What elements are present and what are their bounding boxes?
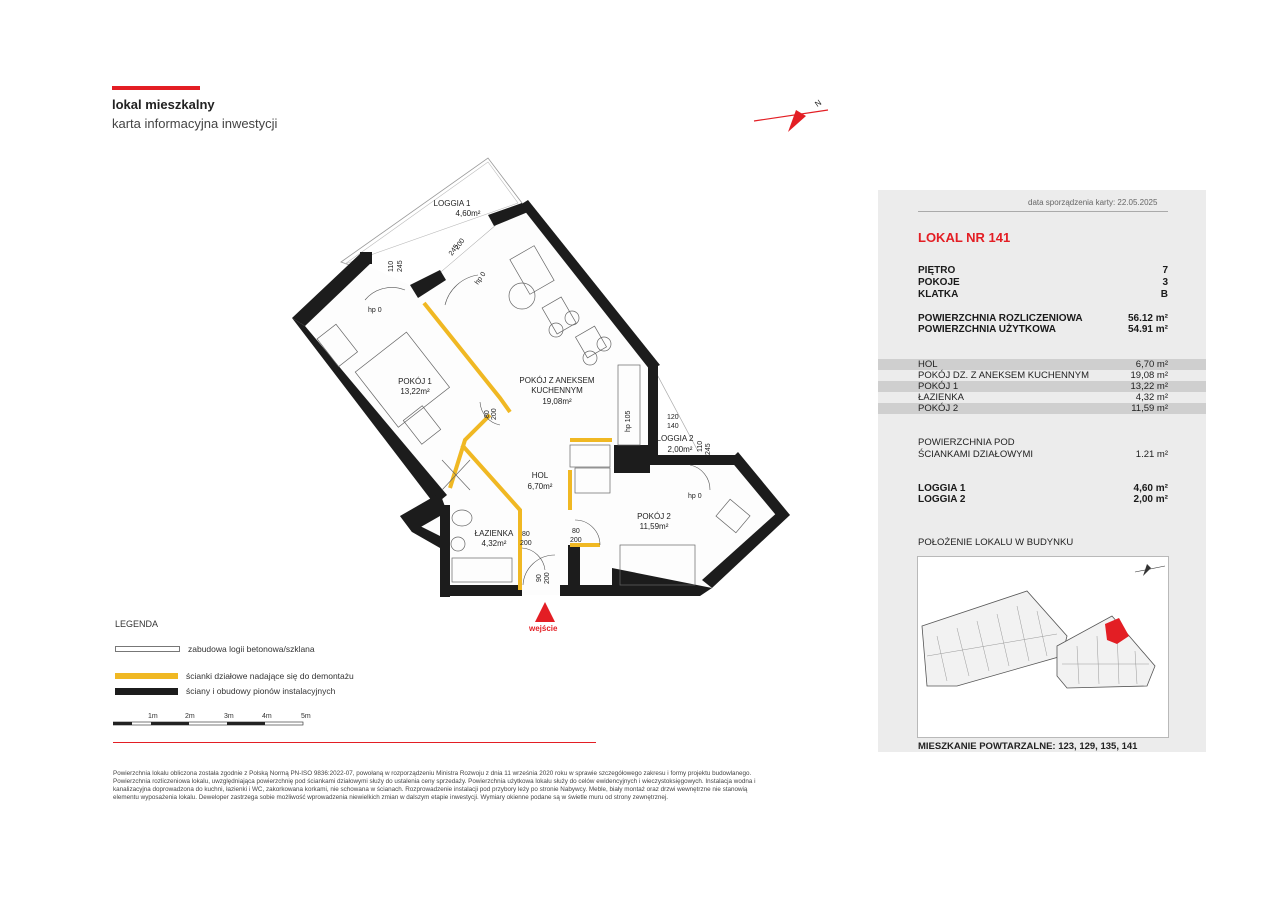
- room-label: ŁAZIENKA: [918, 392, 964, 403]
- under-walls-label-1: POWIERZCHNIA POD: [918, 437, 1015, 448]
- dim-7b: 200: [520, 540, 532, 547]
- legend-item-walls: [115, 686, 335, 696]
- loggia1-area: 4,60m²: [455, 209, 481, 218]
- summary-floor: [918, 265, 1168, 276]
- scale-label-5m: 5m: [301, 713, 311, 720]
- wall-swatch: [115, 688, 178, 695]
- loggia2-value: 2,00 m²: [1133, 494, 1168, 505]
- legend-item-partition: [115, 671, 354, 681]
- legend-item-glass: [115, 644, 315, 654]
- hp0-loggia1: hp 0: [368, 307, 382, 314]
- area-usable-label: POWIERZCHNIA UŻYTKOWA: [918, 324, 1056, 335]
- area-billing: [918, 313, 1168, 324]
- north-label: N: [813, 98, 824, 109]
- area-billing-label: POWIERZCHNIA ROZLICZENIOWA: [918, 313, 1083, 324]
- dim-4a: 120: [667, 414, 679, 421]
- under-walls-label-2: ŚCIANKAMI DZIAŁOWYMI: [918, 449, 1034, 460]
- dim-3b: 200: [491, 408, 498, 420]
- dim-3a: 80: [484, 410, 491, 418]
- room-label: POKÓJ 1: [918, 381, 959, 392]
- scale-label-2m: 2m: [185, 713, 195, 720]
- pokoj2-area: 11,59m²: [639, 522, 669, 531]
- summary-floor-value: 7: [1162, 265, 1168, 276]
- document-title: lokal mieszkalny: [112, 97, 215, 112]
- legend-label-walls: ściany i obudowy pionów instalacyjnych: [186, 686, 336, 696]
- loggia1-label: LOGGIA 1: [918, 483, 966, 494]
- legend-label-partition: ścianki działowe nadające się do demontażu: [186, 671, 354, 681]
- dim-1b: 245: [397, 260, 404, 272]
- loggia1-row: [918, 483, 1168, 494]
- pokoj1-area: 13,22m²: [400, 387, 430, 396]
- room-value: 4,32 m²: [1135, 392, 1168, 403]
- pokoj2-name: POKÓJ 2: [637, 512, 671, 521]
- room-row-hol: [918, 359, 1168, 370]
- room-label: POKÓJ DZ. Z ANEKSEM KUCHENNYM: [918, 370, 1090, 381]
- room-value: 19,08 m²: [1130, 370, 1168, 381]
- entry-label: wejście: [529, 624, 558, 633]
- hp0-loggia2: hp 0: [688, 493, 702, 500]
- room-label: POKÓJ 2: [918, 403, 959, 414]
- dim-8b: 200: [570, 537, 582, 544]
- dim-1a: 110: [388, 260, 395, 272]
- scale-label-3m: 3m: [224, 713, 234, 720]
- panel-divider: [918, 211, 1168, 212]
- footnote: Powierzchnia lokalu obliczona została zgodnie z Polską Normą PN-ISO 9836:2022-07, powołaną w rozporządzeniu Ministra Rozwoju z dnia 11 września 2020 roku w sprawie szczegółowego zakresu i formy projektu budowlanego. Powierzchnia rozliczeniowa lokalu, uwzględniająca powierzchnię pod ściankami działowymi służy do ustalenia ceny sprzedaży. Powierzchnia użytkowa lokalu służy do celów ewidencyjnych i wieczystoksięgowych. Instalacja wodna i kanalizacyjna doprowadzona do kuchni, łazienki i WC, zakorkowana korkami, nie schowana w ścianach. Rozprowadzenie instalacji pod przybory leży po stronie Nabywcy. Meble, biały montaż oraz drzwi wewnętrzne nie stanowią elementu wyposażenia lokalu. Deweloper zastrzega sobie możliwość wprowadzenia niewielkich zmian w dalszym etapie inwestycji. Wymiary okienne podane są w świetle muru od strony zewnętrznej.: [113, 770, 756, 801]
- kitchen-room-area: 19,08m²: [542, 397, 572, 406]
- summary-rooms: [918, 277, 1168, 288]
- entry-arrow-icon: [534, 602, 556, 624]
- summary-floor-label: PIĘTRO: [918, 265, 956, 276]
- dim-2b: 245: [447, 243, 461, 258]
- scale-label-1m: 1m: [148, 713, 158, 720]
- loggia1-name: LOGGIA 1: [433, 199, 471, 208]
- summary-stairwell: [918, 289, 1168, 300]
- legend-label-glass: zabudowa logii betonowa/szklana: [188, 644, 315, 654]
- legend-title: LEGENDA: [115, 619, 159, 629]
- dim-9a: 90: [536, 574, 543, 582]
- location-title: POŁOŻENIE LOKALU W BUDYNKU: [918, 537, 1074, 548]
- north-arrow-icon: [754, 98, 828, 132]
- loggia1-value: 4,60 m²: [1133, 483, 1168, 494]
- glass-swatch: [115, 646, 180, 652]
- area-usable-value: 54.91 m²: [1127, 324, 1168, 335]
- dim-6: hp 105: [625, 410, 632, 432]
- room-value: 6,70 m²: [1135, 359, 1168, 370]
- under-walls-value: 1.21 m²: [1135, 449, 1168, 460]
- document-subtitle: karta informacyjna inwestycji: [112, 116, 278, 131]
- loggia2-name: LOGGIA 2: [656, 434, 694, 443]
- scale-bar: [113, 710, 313, 730]
- repeat-apartments: MIESZKANIE POWTARZALNE: 123, 129, 135, 141: [918, 741, 1138, 752]
- loggia2-area: 2,00m²: [667, 445, 693, 454]
- building-location-map: [917, 556, 1169, 738]
- room-label: HOL: [918, 359, 938, 370]
- floor-plan: [0, 0, 880, 640]
- area-billing-value: 56.12 m²: [1127, 313, 1168, 324]
- summary-rooms-value: 3: [1162, 277, 1168, 288]
- hol-area: 6,70m²: [527, 482, 553, 491]
- dim-4b: 140: [667, 423, 679, 430]
- room-row-pokoj2: [918, 403, 1168, 414]
- room-value: 13,22 m²: [1130, 381, 1168, 392]
- under-walls-row: [918, 449, 1168, 460]
- scale-label-4m: 4m: [262, 713, 272, 720]
- room-value: 11,59 m²: [1131, 403, 1168, 414]
- dim-9b: 200: [544, 572, 551, 584]
- apartment-number: LOKAL NR 141: [918, 230, 1011, 245]
- dim-8a: 80: [572, 528, 580, 535]
- room-row-lazienka: [918, 392, 1168, 403]
- footer-divider: [113, 742, 596, 743]
- dim-5b: 245: [705, 443, 712, 455]
- dim-2a: 200: [453, 237, 467, 252]
- dim-5a: 110: [697, 440, 704, 452]
- room-row-kitchen: [918, 370, 1168, 381]
- partition-swatch: [115, 673, 178, 679]
- kitchen-room-name-1: POKÓJ Z ANEKSEM: [519, 376, 595, 385]
- card-date: data sporządzenia karty: 22.05.2025: [1028, 198, 1158, 207]
- area-usable: [918, 324, 1168, 335]
- summary-stairwell-label: KLATKA: [918, 289, 959, 300]
- summary-rooms-label: POKOJE: [918, 277, 960, 288]
- loggia2-label: LOGGIA 2: [918, 494, 966, 505]
- dim-7a: 80: [522, 531, 530, 538]
- hol-name: HOL: [531, 471, 549, 480]
- loggia2-row: [918, 494, 1168, 505]
- kitchen-room-name-2: KUCHENNYM: [531, 386, 583, 395]
- hp0-door: hp 0: [473, 270, 488, 287]
- pokoj1-name: POKÓJ 1: [398, 377, 432, 386]
- room-row-pokoj1: [918, 381, 1168, 392]
- summary-stairwell-value: B: [1160, 289, 1168, 300]
- lazienka-name: ŁAZIENKA: [474, 529, 514, 538]
- lazienka-area: 4,32m²: [481, 539, 507, 548]
